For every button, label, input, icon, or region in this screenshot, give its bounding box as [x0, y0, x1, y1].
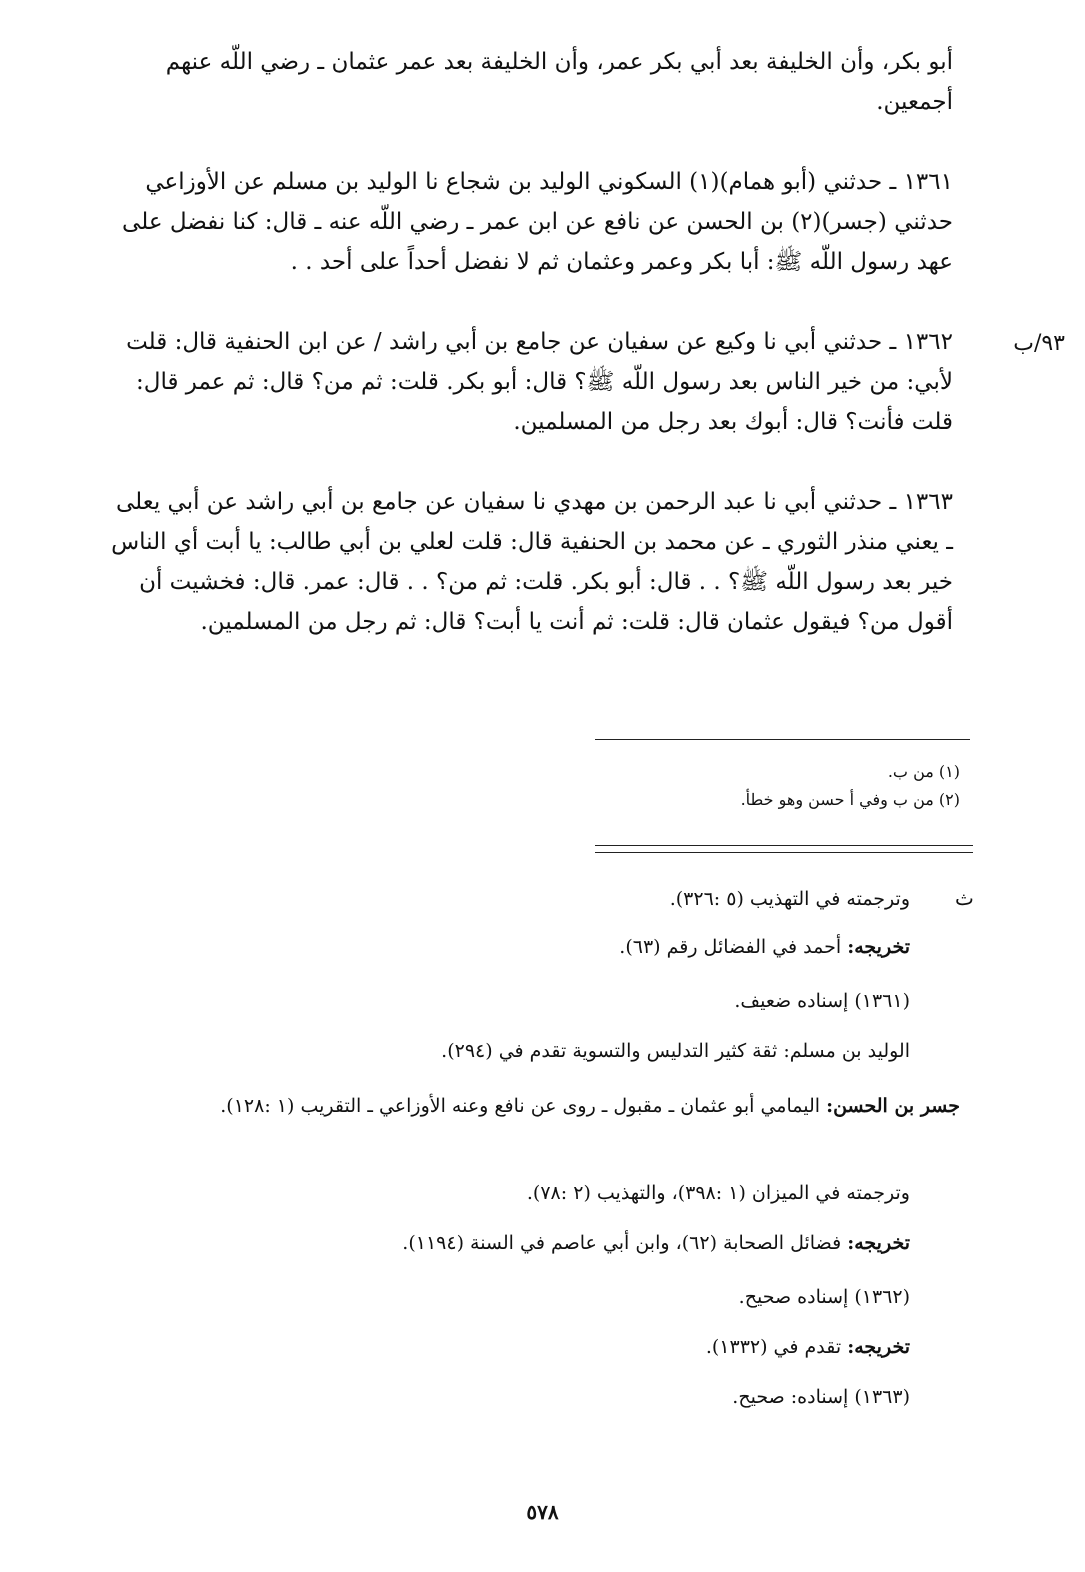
page-number: ٥٧٨ — [526, 1500, 559, 1524]
paragraph-1-text: أبو بكر، وأن الخليفة بعد أبي بكر عمر، وأن الخليفة بعد عمر عثمان ـ رضي اللّه عنهم أجمعين. — [165, 49, 953, 115]
commentary-line-7-label: تخريجه: — [847, 1232, 910, 1254]
commentary-line-10 — [110, 1386, 910, 1408]
footnotes — [560, 758, 960, 814]
commentary-line-3-text: (١٣٦١) إسناده ضعيف. — [734, 990, 910, 1012]
commentary-mark: ث — [955, 886, 974, 910]
commentary-line-8 — [110, 1286, 910, 1308]
paragraph-4-text: ١٣٦٣ ـ حدثني أبي نا عبد الرحمن بن مهدي نا سفيان عن جامع بن أبي راشد عن أبي يعلى ـ يعني منذر الثوري ـ عن محمد بن الحنفية قال: قلت لعلي بن أبي طالب: يا أبت أي الناس خير بعد رسول اللّه ﷺ؟ . . قال: أبو بكر. قلت: ثم من؟ . . قال: عمر. قال: فخشيت أن أقول من؟ فيقول عثمان قال: قلت: ثم أنت يا أبت؟ قال: ثم رجل من المسلمين. — [111, 489, 953, 635]
commentary-line-7 — [110, 1232, 910, 1254]
footnote-divider — [595, 739, 970, 740]
commentary-line-8-text: (١٣٦٢) إسناده صحيح. — [738, 1286, 910, 1308]
commentary-line-6-text: وترجمته في الميزان (١ :٣٩٨)، والتهذيب (٢ :٧٨). — [526, 1182, 910, 1204]
commentary-line-10-text: (١٣٦٣) إسناده: صحيح. — [732, 1386, 910, 1408]
commentary-line-7-text: فضائل الصحابة (٦٢)، وابن أبي عاصم في السنة (١١٩٤). — [402, 1232, 848, 1254]
paragraph-3-text: ١٣٦٢ ـ حدثني أبي نا وكيع عن سفيان عن جامع بن أبي راشد / عن ابن الحنفية قال: قلت لأبي: من خير الناس بعد رسول اللّه ﷺ؟ قال: أبو بكر. قلت: ثم من؟ قال: ثم عمر قال: قلت فأنت؟ قال: أبوك بعد رجل من المسلمين. — [126, 329, 953, 435]
commentary-divider-top — [595, 845, 973, 846]
commentary-line-2-text: أحمد في الفضائل رقم (٦٣). — [619, 936, 848, 958]
commentary-line-1-text: وترجمته في التهذيب (٥ :٣٢٦). — [669, 888, 910, 910]
commentary-line-5-text: اليمامي أبو عثمان ـ مقبول ـ روى عن نافع وعنه الأوزاعي ـ التقريب (١ :١٢٨). — [220, 1095, 827, 1117]
commentary-divider-bottom — [595, 852, 973, 853]
commentary-line-2-label: تخريجه: — [847, 936, 910, 958]
commentary-line-4-text: الوليد بن مسلم: ثقة كثير التدليس والتسوية تقدم في (٢٩٤). — [441, 1040, 910, 1062]
commentary-line-1 — [110, 888, 910, 910]
main-paragraph-1 — [105, 42, 953, 122]
commentary-line-9-label: تخريجه: — [847, 1336, 910, 1358]
margin-folio-note: ٩٣/ب — [1013, 331, 1065, 356]
main-paragraph-3 — [105, 322, 953, 442]
commentary-line-3 — [110, 990, 910, 1012]
commentary-line-2 — [110, 936, 910, 958]
commentary-line-5-label: جسر بن الحسن: — [826, 1095, 960, 1117]
commentary-line-5 — [110, 1090, 960, 1122]
commentary-line-9 — [110, 1336, 910, 1358]
paragraph-2-text: ١٣٦١ ـ حدثني (أبو همام)(١) السكوني الوليد بن شجاع نا الوليد بن مسلم عن الأوزاعي حدثني (جسر)(٢) بن الحسن عن نافع عن ابن عمر ـ رضي اللّه عنه ـ قال: كنا نفضل على عهد رسول اللّه ﷺ: أبا بكر وعمر وعثمان ثم لا نفضل أحداً على أحد . . — [122, 169, 953, 275]
footnote-1: (١) من ب. — [887, 762, 960, 781]
commentary-line-4 — [110, 1040, 910, 1062]
main-paragraph-4 — [105, 482, 953, 642]
main-paragraph-2 — [105, 162, 953, 282]
commentary-line-9-text: تقدم في (١٣٣٢). — [705, 1336, 848, 1358]
commentary-line-6 — [110, 1182, 910, 1204]
footnote-2: (٢) من ب وفي أ حسن وهو خطأ. — [740, 790, 960, 809]
